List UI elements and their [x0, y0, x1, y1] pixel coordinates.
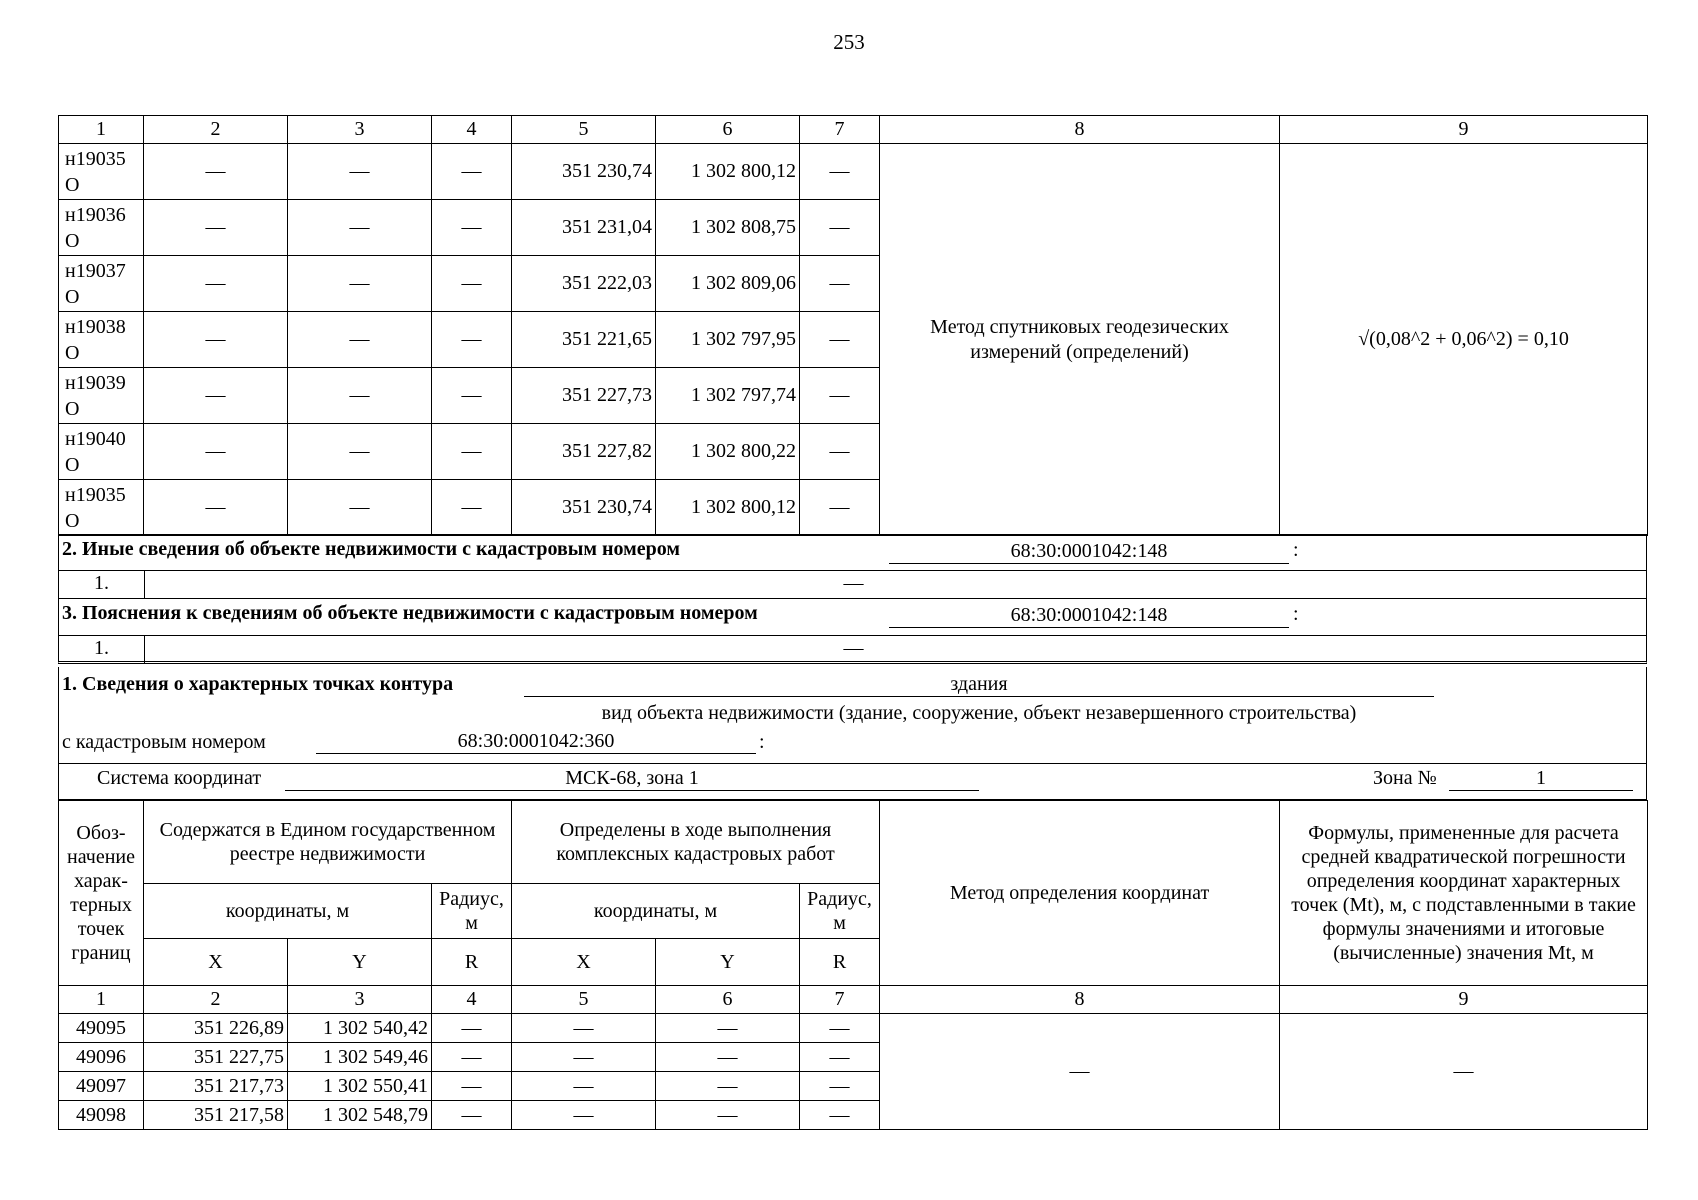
- header-method: Метод определения координат: [880, 801, 1280, 986]
- dash-cell: —: [144, 312, 288, 368]
- col-num: 7: [800, 986, 880, 1014]
- radius-cell: —: [432, 1043, 512, 1072]
- col-num: 2: [144, 986, 288, 1014]
- col-num: 3: [288, 116, 432, 144]
- x-cell: 351 217,58: [144, 1101, 288, 1130]
- col-num: 8: [880, 116, 1280, 144]
- object-type-hint: вид объекта недвижимости (здание, сооружение, объект незавершенного строительства): [601, 702, 1357, 724]
- x-cell: 351 221,65: [512, 312, 656, 368]
- dash-cell: —: [144, 144, 288, 200]
- dash-cell: —: [432, 368, 512, 424]
- col-num: 4: [432, 116, 512, 144]
- y-cell: 1 302 540,42: [288, 1014, 432, 1043]
- section3-header: [58, 599, 1647, 636]
- dash-cell: —: [288, 200, 432, 256]
- dash-cell: —: [288, 480, 432, 536]
- header-r: R: [800, 939, 880, 986]
- dash-cell: —: [432, 144, 512, 200]
- section2-header: [58, 534, 1647, 571]
- dash-cell: —: [144, 200, 288, 256]
- formula-cell: —: [1280, 1014, 1648, 1130]
- section1b-title: 1. Сведения о характерных точках контура: [62, 673, 454, 695]
- x-cell: 351 231,04: [512, 200, 656, 256]
- radius-cell: —: [800, 200, 880, 256]
- section2-item-num: 1.: [94, 572, 109, 594]
- object-type: здания: [524, 673, 1434, 697]
- section3-cadastral: 68:30:0001042:148: [889, 604, 1289, 628]
- header-egrn: Содержатся в Едином государственном реестре недвижимости: [144, 801, 512, 884]
- coord-system-label: Система координат: [97, 767, 262, 789]
- table-row: [59, 1014, 1648, 1043]
- section2-title: 2. Иные сведения об объекте недвижимости с кадастровым номером: [62, 538, 681, 560]
- column-number-row: [59, 116, 1648, 144]
- section2-cadastral: 68:30:0001042:148: [889, 540, 1289, 564]
- header-coords-egrn: координаты, м: [144, 884, 432, 939]
- dash-cell: —: [144, 424, 288, 480]
- y-works-cell: —: [656, 1014, 800, 1043]
- point-cell: н19038 О: [59, 312, 144, 368]
- col-num: 6: [656, 116, 800, 144]
- radius-cell: —: [800, 424, 880, 480]
- col-num: 3: [288, 986, 432, 1014]
- dash-cell: —: [144, 480, 288, 536]
- x-works-cell: —: [512, 1072, 656, 1101]
- y-cell: 1 302 550,41: [288, 1072, 432, 1101]
- radius-cell: —: [432, 1014, 512, 1043]
- radius-works-cell: —: [800, 1101, 880, 1130]
- dash-cell: —: [288, 424, 432, 480]
- header-formula: Формулы, примененные для расчета средней квадратической погрешности определения координат характерных точек (Mt), м, с подставленными в такие формулы значениями и итоговые (вычисленные) значения Mt, м: [1280, 801, 1648, 986]
- x-works-cell: —: [512, 1043, 656, 1072]
- radius-works-cell: —: [800, 1043, 880, 1072]
- point-cell: н19035 О: [59, 480, 144, 536]
- y-cell: 1 302 808,75: [656, 200, 800, 256]
- dash-cell: —: [432, 200, 512, 256]
- header-radius-works: Радиус, м: [800, 884, 880, 939]
- y-works-cell: —: [656, 1101, 800, 1130]
- table-row: [59, 144, 1648, 200]
- y-cell: 1 302 809,06: [656, 256, 800, 312]
- y-cell: 1 302 800,12: [656, 144, 800, 200]
- y-cell: 1 302 800,22: [656, 424, 800, 480]
- cad-number-label: с кадастровым номером: [62, 731, 266, 753]
- point-cell: 49097: [59, 1072, 144, 1101]
- dash-cell: —: [144, 256, 288, 312]
- radius-cell: —: [432, 1072, 512, 1101]
- dash-cell: —: [432, 256, 512, 312]
- radius-works-cell: —: [800, 1014, 880, 1043]
- x-cell: 351 227,75: [144, 1043, 288, 1072]
- zone-value: 1: [1449, 767, 1633, 791]
- x-cell: 351 226,89: [144, 1014, 288, 1043]
- cad-number-colon: :: [759, 731, 765, 753]
- x-cell: 351 217,73: [144, 1072, 288, 1101]
- point-cell: н19040 О: [59, 424, 144, 480]
- col-num: 1: [59, 116, 144, 144]
- point-cell: 49098: [59, 1101, 144, 1130]
- x-cell: 351 227,73: [512, 368, 656, 424]
- page-number: 253: [833, 30, 865, 54]
- section2-item: [58, 571, 1647, 599]
- y-cell: 1 302 797,95: [656, 312, 800, 368]
- point-cell: н19035 О: [59, 144, 144, 200]
- radius-cell: —: [800, 368, 880, 424]
- x-cell: 351 230,74: [512, 480, 656, 536]
- coordinates-table-bottom: [58, 800, 1648, 1130]
- col-num: 9: [1280, 116, 1648, 144]
- col-num: 7: [800, 116, 880, 144]
- cad-number-value: 68:30:0001042:360: [316, 730, 756, 754]
- radius-cell: —: [800, 256, 880, 312]
- y-cell: 1 302 548,79: [288, 1101, 432, 1130]
- dash-cell: —: [288, 312, 432, 368]
- coord-system-row: [58, 764, 1647, 800]
- col-num: 5: [512, 986, 656, 1014]
- x-cell: 351 227,82: [512, 424, 656, 480]
- section3-colon: :: [1293, 603, 1299, 625]
- coord-system-value: МСК-68, зона 1: [285, 767, 979, 791]
- x-works-cell: —: [512, 1101, 656, 1130]
- header-y: Y: [288, 939, 432, 986]
- column-number-row: [59, 986, 1648, 1014]
- x-works-cell: —: [512, 1014, 656, 1043]
- zone-label: Зона №: [1373, 767, 1437, 789]
- header-r: R: [432, 939, 512, 986]
- dash-cell: —: [432, 312, 512, 368]
- point-cell: 49095: [59, 1014, 144, 1043]
- section3-item-value: —: [843, 637, 864, 659]
- header-works: Определены в ходе выполнения комплексных кадастровых работ: [512, 801, 880, 884]
- section3-item-num: 1.: [94, 637, 109, 659]
- method-cell: Метод спутниковых геодезических измерений (определений): [880, 144, 1280, 536]
- section1b-block: [58, 667, 1647, 764]
- point-cell: 49096: [59, 1043, 144, 1072]
- y-works-cell: —: [656, 1072, 800, 1101]
- dash-cell: —: [288, 256, 432, 312]
- coordinates-table-top: [58, 115, 1648, 536]
- header-y: Y: [656, 939, 800, 986]
- y-cell: 1 302 800,12: [656, 480, 800, 536]
- dash-cell: —: [144, 368, 288, 424]
- point-cell: н19037 О: [59, 256, 144, 312]
- y-cell: 1 302 797,74: [656, 368, 800, 424]
- radius-cell: —: [800, 312, 880, 368]
- header-coords-works: координаты, м: [512, 884, 800, 939]
- dash-cell: —: [432, 480, 512, 536]
- header-point: Обоз- начение харак- терных точек границ: [59, 801, 144, 986]
- point-cell: н19036 О: [59, 200, 144, 256]
- col-num: 4: [432, 986, 512, 1014]
- col-num: 9: [1280, 986, 1648, 1014]
- dash-cell: —: [288, 368, 432, 424]
- point-cell: н19039 О: [59, 368, 144, 424]
- x-cell: 351 222,03: [512, 256, 656, 312]
- radius-cell: —: [432, 1101, 512, 1130]
- section2-item-value: —: [843, 572, 864, 594]
- y-cell: 1 302 549,46: [288, 1043, 432, 1072]
- dash-cell: —: [432, 424, 512, 480]
- header-x: X: [512, 939, 656, 986]
- radius-works-cell: —: [800, 1072, 880, 1101]
- radius-cell: —: [800, 144, 880, 200]
- y-works-cell: —: [656, 1043, 800, 1072]
- col-num: 6: [656, 986, 800, 1014]
- col-num: 2: [144, 116, 288, 144]
- dash-cell: —: [288, 144, 432, 200]
- formula-cell: √(0,08^2 + 0,06^2) = 0,10: [1280, 144, 1648, 536]
- section3-title: 3. Пояснения к сведениям об объекте недвижимости с кадастровым номером: [62, 602, 758, 624]
- col-num: 1: [59, 986, 144, 1014]
- method-cell: —: [880, 1014, 1280, 1130]
- header-x: X: [144, 939, 288, 986]
- x-cell: 351 230,74: [512, 144, 656, 200]
- section2-colon: :: [1293, 539, 1299, 561]
- col-num: 8: [880, 986, 1280, 1014]
- section3-item: [58, 636, 1647, 664]
- header-radius-egrn: Радиус, м: [432, 884, 512, 939]
- col-num: 5: [512, 116, 656, 144]
- radius-cell: —: [800, 480, 880, 536]
